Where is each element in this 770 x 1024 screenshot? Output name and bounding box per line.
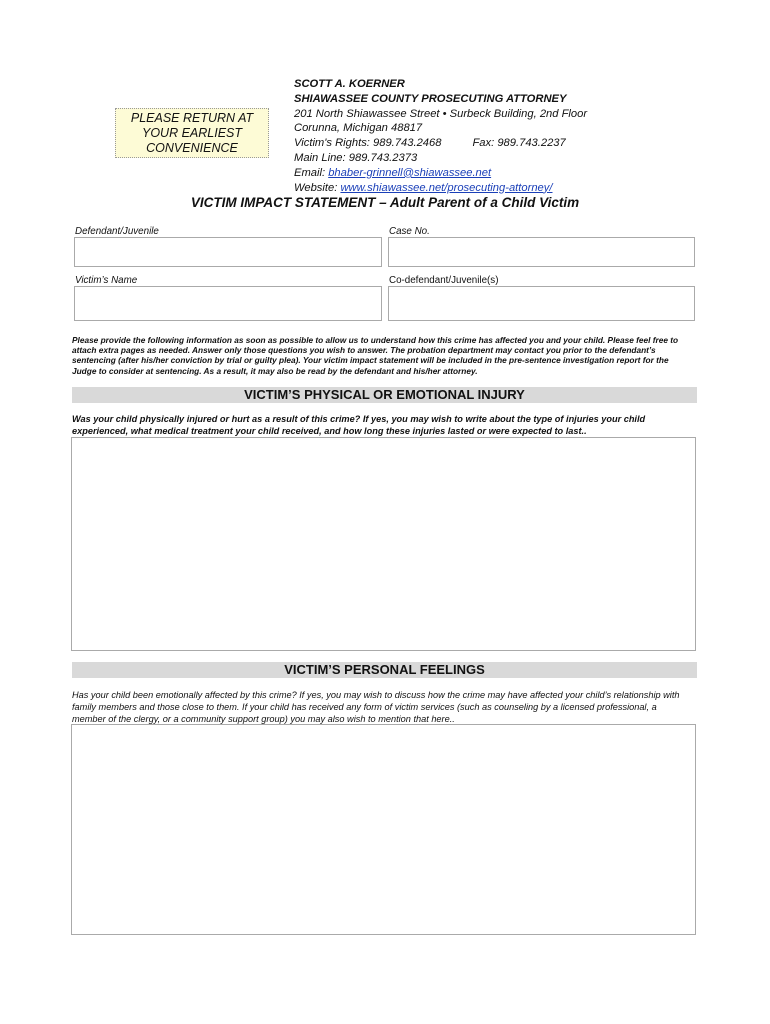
phone-row <box>294 136 587 151</box>
question-personal-feelings: Has your child been emotionally affected by this crime? If yes, you may wish to discuss how the crime may have affected your child’s relationship with family members and those close to them. If your child has received any form of victim services (such as counseling by a licensed professional, a member of the clergy, or a community support group) you may also wish to mention that here.. <box>72 690 680 724</box>
section-heading-personal-feelings: VICTIM’S PERSONAL FEELINGS <box>72 662 697 678</box>
instructions-text: Please provide the following information as soon as possible to allow us to understand how this crime has affected you and your child. Please feel free to attach extra pages as needed. Answer only those questions you wish to answer. The probation department may contact you prior to the defendant’s sentencing (after his/her conviction by trial or guilty plea). Your victim impact statement will be included in the pre-sentence investigation report for the Judge to consider at sentencing. As a result, it may also be read by the defendant and his/her attorney. <box>72 335 679 376</box>
section-heading-physical-injury: VICTIM’S PHYSICAL OR EMOTIONAL INJURY <box>72 387 697 403</box>
answer-area-physical-injury[interactable] <box>71 437 696 651</box>
victim-name-field[interactable] <box>74 286 382 321</box>
return-notice-line2: YOUR EARLIEST <box>141 125 243 140</box>
website-row <box>294 181 587 196</box>
website-link[interactable]: www.shiawassee.net/prosecuting-attorney/ <box>340 181 553 194</box>
fax-number: Fax: 989.743.2237 <box>472 137 566 150</box>
defendant-label: Defendant/Juvenile <box>75 226 159 237</box>
return-notice <box>115 108 269 158</box>
victims-rights-phone: Victim's Rights: 989.743.2468 <box>294 137 442 150</box>
form-title: VICTIM IMPACT STATEMENT – Adult Parent of a Child Victim <box>190 195 580 210</box>
office-address-line2: Corunna, Michigan 48817 <box>294 122 423 135</box>
email-label: Email: <box>294 166 326 179</box>
answer-area-personal-feelings[interactable] <box>71 724 696 935</box>
defendant-field[interactable] <box>74 237 382 267</box>
prosecutor-name: SCOTT A. KOERNER <box>294 78 405 90</box>
main-line-phone: Main Line: 989.743.2373 <box>294 151 418 164</box>
codefendant-field[interactable] <box>388 286 695 321</box>
victim-name-label: Victim’s Name <box>75 275 138 286</box>
question-physical-injury: Was your child physically injured or hurt as a result of this crime? If yes, you may wish to write about the type of injuries your child experienced, what medical treatment your child received, and how long these injuries lasted or were expected to last.. <box>72 414 646 436</box>
case-number-field[interactable] <box>388 237 695 267</box>
return-notice-line3: CONVENIENCE <box>146 140 238 155</box>
office-address-line1: 201 North Shiawassee Street • Surbeck Building, 2nd Floor <box>294 107 588 120</box>
codefendant-label: Co-defendant/Juvenile(s) <box>389 275 499 286</box>
email-row <box>294 166 587 181</box>
return-notice-line1: PLEASE RETURN AT <box>130 110 254 125</box>
website-label: Website: <box>294 181 338 194</box>
office-header <box>294 77 587 195</box>
case-number-label: Case No. <box>389 226 430 237</box>
office-title: SHIAWASSEE COUNTY PROSECUTING ATTORNEY <box>294 92 567 105</box>
email-link[interactable]: bhaber-grinnell@shiawassee.net <box>328 166 492 179</box>
